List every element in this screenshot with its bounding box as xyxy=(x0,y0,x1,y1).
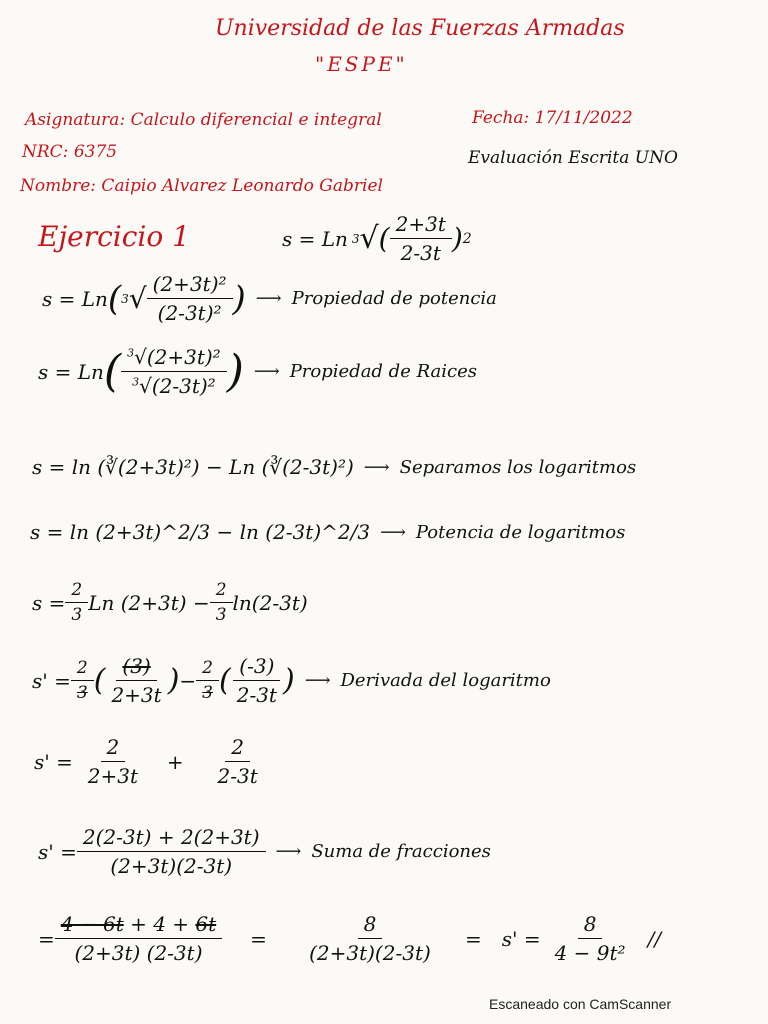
arrow-icon: ⟶ xyxy=(255,288,282,309)
den-text: (2-3t)² xyxy=(151,374,216,398)
statement-exp: 2 xyxy=(462,230,472,247)
university-acronym: "ESPE" xyxy=(315,52,408,76)
step-note: Propiedad de potencia xyxy=(291,288,497,309)
root-sign-icon: √ xyxy=(359,221,379,256)
asignatura-line: Asignatura: Calculo diferencial e integral xyxy=(25,110,382,130)
exercise-label: Ejercicio 1 xyxy=(38,220,190,253)
statement-root-index: 3 xyxy=(351,231,360,246)
equals-sign: = xyxy=(464,926,482,951)
arrow-icon: ⟶ xyxy=(253,361,280,382)
coef-fraction xyxy=(210,580,233,625)
step-fraction xyxy=(147,272,233,325)
statement-num: 2+3t xyxy=(390,212,452,239)
fraction-num: 2 xyxy=(196,658,219,681)
arrow-icon: ⟶ xyxy=(275,841,302,862)
fraction-den: (2-3t)² xyxy=(157,301,222,325)
scanner-watermark: Escaneado con CamScanner xyxy=(489,996,672,1012)
step-6 xyxy=(32,654,551,707)
paren-close: ) xyxy=(167,663,180,698)
step-lhs: s = Ln xyxy=(38,359,104,384)
step-5 xyxy=(32,580,308,625)
fraction-den: 2+3t xyxy=(111,683,162,707)
fraction-num: $^3$√(2+3t)² xyxy=(121,345,227,372)
step-expr: s = ln (2+3t)^2/3 − ln (2-3t)^2/3 xyxy=(30,520,371,544)
statement-lhs: s = Ln xyxy=(282,226,348,251)
step-note: Propiedad de Raices xyxy=(289,361,477,382)
paren-open: ( xyxy=(103,346,122,397)
paren-close: ) xyxy=(451,222,463,255)
num-struck-a: 4 − 6t xyxy=(60,912,124,936)
fraction-den: 2+3t xyxy=(87,764,139,788)
root-index: 3 xyxy=(121,291,129,306)
step-expr: s = ln (∛(2+3t)²) − Ln (∛(2-3t)²) xyxy=(32,455,354,479)
nombre-line: Nombre: Caipio Alvarez Leonardo Gabriel xyxy=(20,176,383,196)
fraction-den: 4 − 9t² xyxy=(554,941,626,965)
fraction-den: (2+3t) (2-3t) xyxy=(74,941,203,965)
step-lhs: s' = xyxy=(38,839,77,864)
step-note: Suma de fracciones xyxy=(311,841,491,862)
step-lhs: s' = xyxy=(32,668,71,693)
fraction-num: 2(2-3t) + 2(2+3t) xyxy=(77,825,266,852)
paren-close: ) xyxy=(226,346,244,397)
fraction-num: 8 xyxy=(578,912,603,939)
paren-open: ( xyxy=(93,663,106,698)
step-9 xyxy=(38,912,661,965)
step-fraction xyxy=(55,912,222,965)
step-1 xyxy=(42,272,497,325)
fraction-den: 3 xyxy=(202,683,213,703)
fecha-line: Fecha: 17/11/2022 xyxy=(472,108,633,128)
fraction-num: 2 xyxy=(225,735,250,762)
root-index: 3 xyxy=(127,346,135,360)
statement-fraction xyxy=(390,212,452,265)
fraction-num: 2 xyxy=(210,580,233,603)
operator: + xyxy=(166,749,184,774)
step-lhs: = xyxy=(38,926,55,951)
num-text: (2+3t)² xyxy=(146,345,221,369)
step-fraction xyxy=(73,735,153,788)
root-sign-icon: √ xyxy=(128,282,147,315)
fraction-den: (2+3t)(2-3t) xyxy=(309,941,431,965)
fraction-num: (2+3t)² xyxy=(147,272,233,299)
step-fraction xyxy=(231,654,283,707)
evaluacion-line: Evaluación Escrita UNO xyxy=(468,148,678,168)
coef-fraction xyxy=(65,580,88,625)
paren-close: ) xyxy=(282,663,295,698)
fraction-num xyxy=(55,912,222,939)
step-lhs: s' = xyxy=(34,749,73,774)
step-lhs: s = Ln xyxy=(42,286,108,311)
step-fraction xyxy=(77,825,266,878)
statement-den: 2-3t xyxy=(400,241,441,265)
fraction-num: 2 xyxy=(101,735,126,762)
fraction-den: 3 xyxy=(215,605,227,625)
fraction-num: 2 xyxy=(71,658,94,681)
fraction-den: 2-3t xyxy=(217,764,258,788)
paren-open: ( xyxy=(378,222,390,255)
step-lhs: s = xyxy=(32,590,66,615)
step-note: Derivada del logaritmo xyxy=(340,670,551,691)
paren-open: ( xyxy=(219,663,231,698)
end-mark: // xyxy=(647,926,662,951)
step-2 xyxy=(38,345,477,398)
step-fraction xyxy=(198,735,278,788)
step-fraction xyxy=(295,912,445,965)
num-mid: + 4 + xyxy=(123,912,196,936)
fraction-den: 2-3t xyxy=(236,683,277,707)
step-note: Separamos los logaritmos xyxy=(399,456,637,478)
fraction-num: 8 xyxy=(358,912,383,939)
final-fraction xyxy=(549,912,632,965)
root-index: 3 xyxy=(132,375,140,389)
step-expr: ln(2-3t) xyxy=(232,590,308,615)
arrow-icon: ⟶ xyxy=(380,521,406,543)
arrow-icon: ⟶ xyxy=(363,456,390,478)
exercise-statement xyxy=(282,212,472,265)
fraction-den: 3 xyxy=(76,683,88,703)
fraction-den: 3 xyxy=(71,605,83,625)
nrc-line: NRC: 6375 xyxy=(22,142,118,162)
coef-fraction xyxy=(71,658,94,703)
step-expr: Ln (2+3t) − xyxy=(88,590,210,615)
step-4 xyxy=(30,520,625,544)
fraction-den: (2+3t)(2-3t) xyxy=(110,854,233,878)
equals-sign: = xyxy=(250,926,267,951)
fraction-num: (3) xyxy=(116,654,156,681)
num-struck-c: 6t xyxy=(195,912,217,936)
step-3 xyxy=(32,455,636,479)
arrow-icon: ⟶ xyxy=(304,670,331,691)
coef-fraction xyxy=(196,658,219,703)
paren-close: ) xyxy=(232,278,246,319)
paren-open: ( xyxy=(107,278,122,319)
university-title: Universidad de las Fuerzas Armadas xyxy=(215,16,625,41)
step-lhs: s' = xyxy=(501,926,541,951)
fraction-num: 2 xyxy=(65,580,88,603)
operator: − xyxy=(179,668,197,693)
step-note: Potencia de logaritmos xyxy=(415,521,626,543)
step-fraction xyxy=(105,654,167,707)
fraction-den: $^3$√(2-3t)² xyxy=(132,374,216,398)
step-8 xyxy=(38,825,491,878)
step-7 xyxy=(34,735,278,788)
fraction-num: (-3) xyxy=(233,654,280,681)
step-fraction xyxy=(121,345,227,398)
